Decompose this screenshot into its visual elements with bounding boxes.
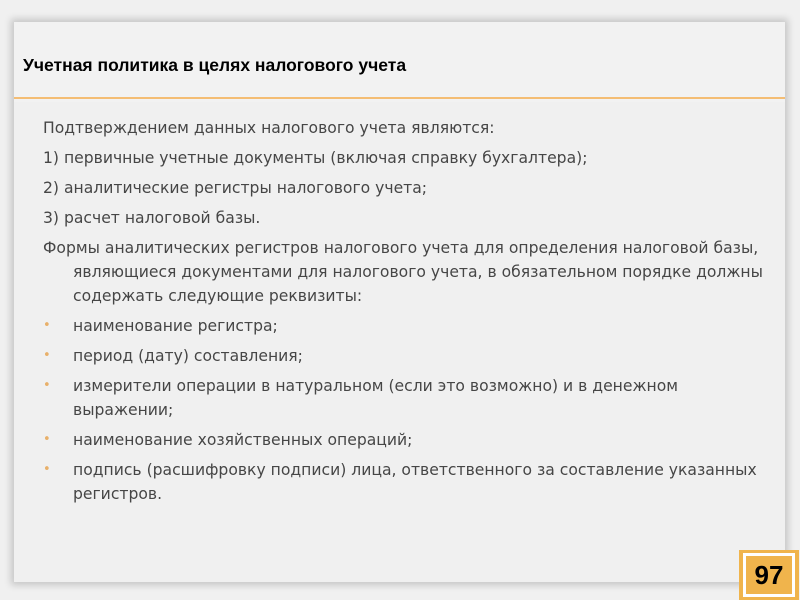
bullet-icon: • <box>43 432 51 447</box>
bullet-icon: • <box>43 378 51 393</box>
list-item-text: наименование хозяйственных операций; <box>73 431 413 449</box>
paragraph-forms: Формы аналитических регистров налогового учета для определения налоговой базы, являющиеся документами для налогового учета, в обязательном порядке должны содержать следующие реквизиты: <box>43 239 763 305</box>
list-item <box>43 344 773 368</box>
list-item <box>43 428 773 452</box>
list-item-text: наименование регистра; <box>73 317 278 335</box>
list-item-text: измерители операции в натуральном (если это возможно) и в денежном выражении; <box>73 377 679 419</box>
page-number-badge <box>739 550 799 600</box>
bullet-icon: • <box>43 462 51 477</box>
slide-title: Учетная политика в целях налогового учета <box>23 55 407 75</box>
bullet-icon: • <box>43 348 51 363</box>
list-item <box>43 458 773 506</box>
page-number: 97 <box>743 553 795 597</box>
paragraph-item-2: 2) аналитические регистры налогового учета; <box>43 179 428 197</box>
slide-content <box>43 116 773 512</box>
paragraph-item-1: 1) первичные учетные документы (включая справку бухгалтера); <box>43 149 588 167</box>
list-item <box>43 374 773 422</box>
paragraph-item-3: 3) расчет налоговой базы. <box>43 209 261 227</box>
list-item-text: период (дату) составления; <box>73 347 303 365</box>
requisites-list <box>43 314 773 506</box>
bullet-icon: • <box>43 318 51 333</box>
paragraph-intro: Подтверждением данных налогового учета являются: <box>43 119 495 137</box>
list-item-text: подпись (расшифровку подписи) лица, ответственного за составление указанных регистров. <box>73 461 757 503</box>
list-item <box>43 314 773 338</box>
title-divider <box>14 97 785 99</box>
